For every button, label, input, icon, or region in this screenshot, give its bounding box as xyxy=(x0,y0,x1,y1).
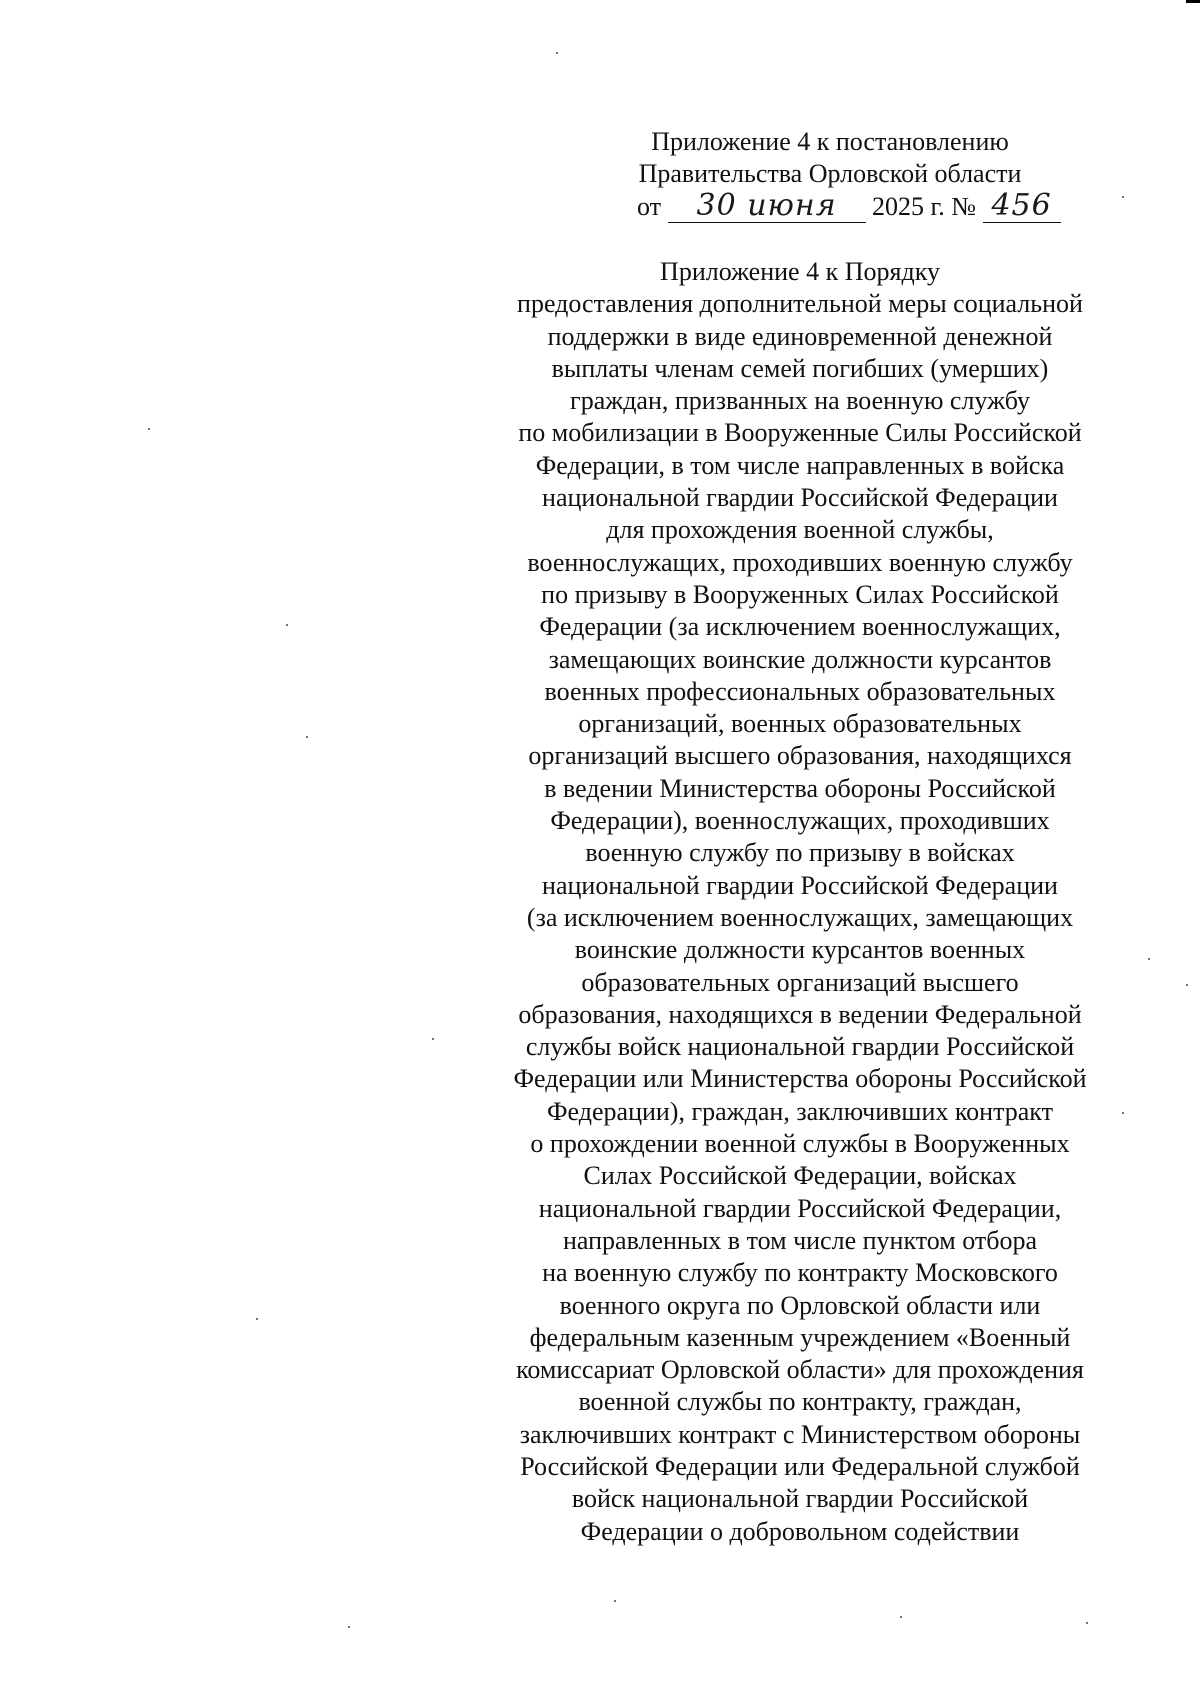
header-line-1: Приложение 4 к постановлению xyxy=(651,127,1009,156)
scan-corner-mark xyxy=(1186,0,1200,3)
appendix-line: на военную службу по контракту Московского xyxy=(542,1258,1058,1288)
appendix-line: Федерации о добровольном содействии xyxy=(580,1516,1020,1546)
scan-speck xyxy=(306,736,308,738)
appendix-line: предоставления дополнительной меры социальной xyxy=(517,289,1083,319)
appendix-line: для прохождения военной службы, xyxy=(606,515,994,545)
appendix-line: комиссариат Орловской области» для прохождения xyxy=(516,1355,1084,1385)
scan-speck xyxy=(1148,958,1150,960)
handwritten-number: 456 xyxy=(983,190,1061,223)
appendix-line: федеральным казенным учреждением «Военный xyxy=(529,1322,1071,1352)
scan-speck xyxy=(432,1038,434,1040)
appendix-line: по мобилизации в Вооруженные Силы Российской xyxy=(518,418,1082,448)
appendix-line: Приложение 4 к Порядку xyxy=(660,257,940,286)
appendix-line: граждан, призванных на военную службу xyxy=(570,386,1030,416)
appendix-line: национальной гвардии Российской Федерации, xyxy=(538,1193,1062,1223)
appendix-line: военного округа по Орловской области или xyxy=(559,1290,1041,1320)
appendix-line: по призыву в Вооруженных Силах Российской xyxy=(541,579,1059,609)
scan-speck xyxy=(614,1600,616,1602)
appendix-line: военной службы по контракту, граждан, xyxy=(578,1387,1022,1417)
appendix-line: о прохождении военной службы в Вооруженных xyxy=(530,1129,1070,1159)
scan-speck xyxy=(1186,984,1188,986)
appendix-line: выплаты членам семей погибших (умерших) xyxy=(551,353,1049,383)
date-number-line xyxy=(637,190,1061,223)
resolution-header xyxy=(540,126,1120,190)
appendix-line: Федерации), военнослужащих, проходивших xyxy=(550,806,1050,836)
scan-speck xyxy=(348,1626,350,1628)
appendix-line: поддержки в виде единовременной денежной xyxy=(547,321,1053,351)
appendix-line: Федерации, в том числе направленных в войска xyxy=(535,450,1065,480)
header-line-2: Правительства Орловской области xyxy=(638,159,1022,188)
appendix-line: Федерации), граждан, заключивших контракт xyxy=(547,1096,1053,1126)
appendix-line: военную службу по призыву в войсках xyxy=(585,838,1015,868)
scan-speck xyxy=(1122,1112,1124,1114)
appendix-title-block xyxy=(470,256,1130,1548)
appendix-line: военных профессиональных образовательных xyxy=(544,676,1056,706)
scan-speck xyxy=(286,624,288,626)
scan-speck xyxy=(256,1318,258,1320)
appendix-line: образования, находящихся в ведении Федеральной xyxy=(518,999,1082,1029)
appendix-line: образовательных организаций высшего xyxy=(581,967,1019,997)
scan-speck xyxy=(148,428,150,430)
appendix-line: службы войск национальной гвардии Российской xyxy=(525,1032,1075,1062)
appendix-line: войск национальной гвардии Российской xyxy=(571,1484,1029,1514)
appendix-line: (за исключением военнослужащих, замещающих xyxy=(526,902,1074,932)
scan-speck xyxy=(1086,1622,1088,1624)
appendix-line: воинские должности курсантов военных xyxy=(574,935,1026,965)
appendix-line: Российской Федерации или Федеральной службой xyxy=(520,1451,1080,1481)
appendix-line: в ведении Министерства обороны Российской xyxy=(544,773,1056,803)
appendix-line: Силах Российской Федерации, войсках xyxy=(583,1161,1017,1191)
appendix-line: Федерации или Министерства обороны Российской xyxy=(513,1064,1087,1094)
appendix-line: замещающих воинские должности курсантов xyxy=(548,644,1052,674)
year-number-label: 2025 г. № xyxy=(872,192,977,221)
date-prefix: от xyxy=(637,192,662,221)
appendix-line: Федерации (за исключением военнослужащих, xyxy=(539,612,1061,642)
appendix-line: заключивших контракт с Министерством обороны xyxy=(519,1419,1081,1449)
appendix-line: направленных в том числе пунктом отбора xyxy=(563,1225,1037,1255)
handwritten-date: 30 июня xyxy=(668,190,866,223)
appendix-line: организаций, военных образовательных xyxy=(578,709,1022,739)
scan-speck xyxy=(1122,196,1124,198)
scan-speck xyxy=(556,52,558,54)
appendix-line: национальной гвардии Российской Федерации xyxy=(542,483,1058,513)
appendix-line: организаций высшего образования, находящихся xyxy=(528,741,1072,771)
appendix-line: национальной гвардии Российской Федерации xyxy=(542,870,1058,900)
scan-speck xyxy=(900,1616,902,1618)
appendix-line: военнослужащих, проходивших военную службу xyxy=(527,547,1073,577)
